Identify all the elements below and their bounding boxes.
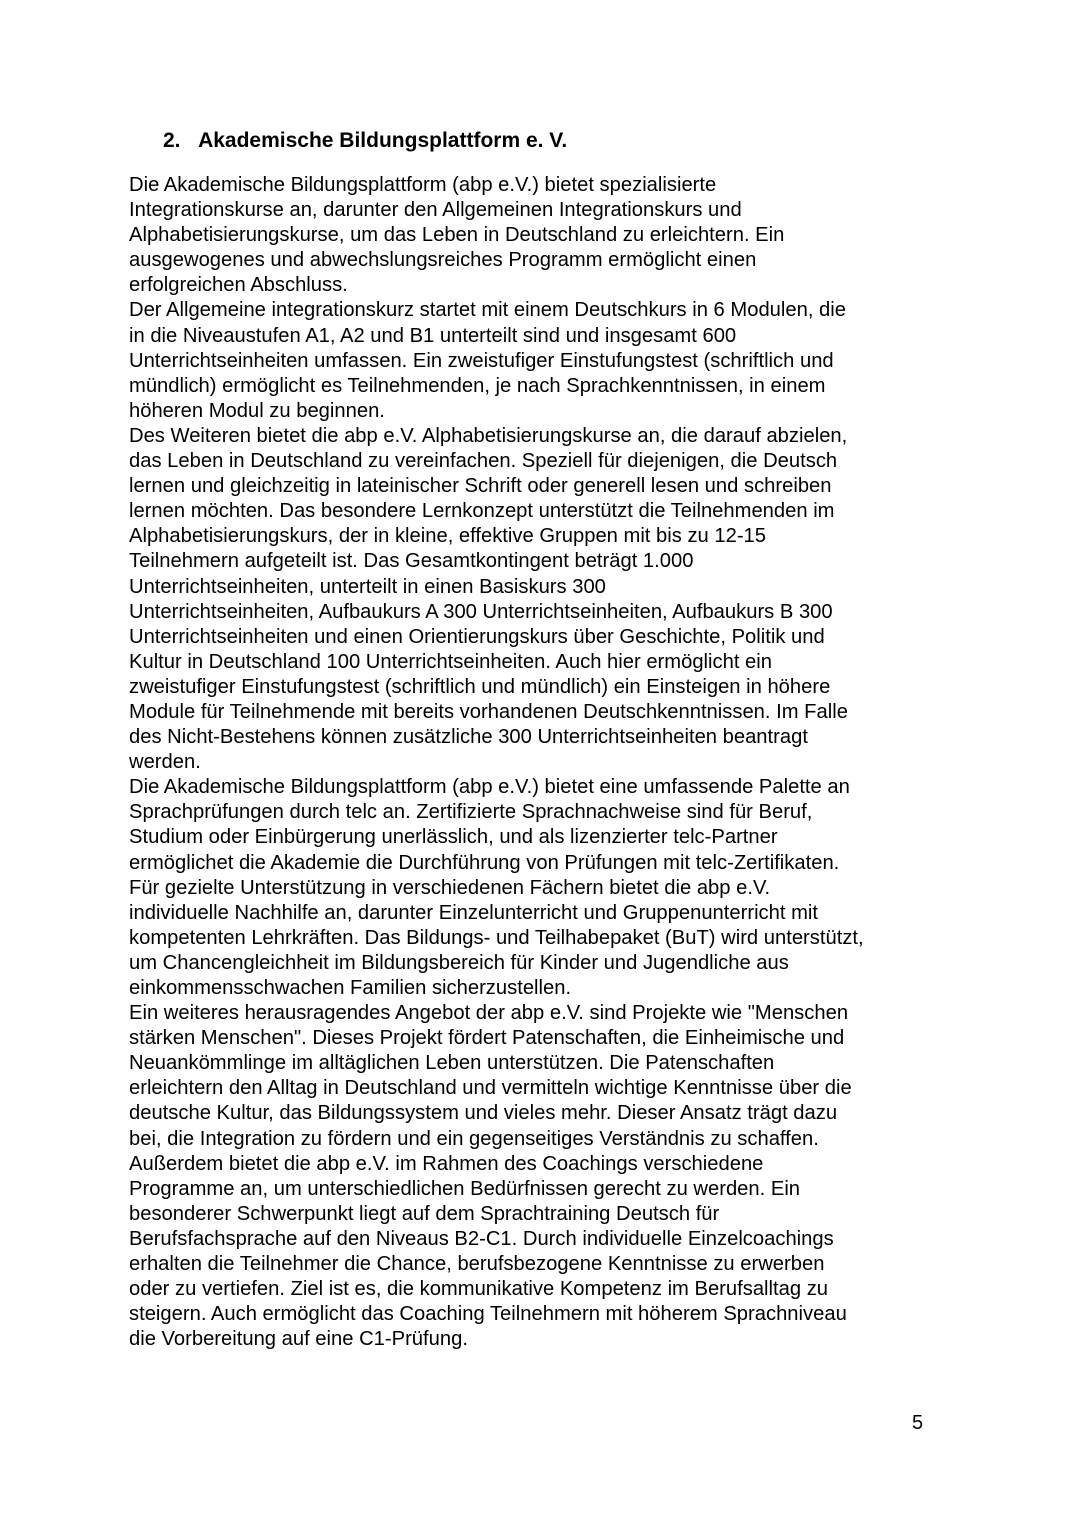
page-number: 5	[912, 1412, 924, 1434]
text-line: Teilnehmern aufgeteilt ist. Das Gesamtkontingent beträgt 1.000	[129, 550, 694, 573]
text-line: Die Akademische Bildungsplattform (abp e.V.) bietet eine umfassende Palette an	[129, 776, 850, 799]
text-line: des Nicht-Bestehens können zusätzliche 300 Unterrichtseinheiten beantragt	[129, 726, 808, 749]
text-line: kompetenten Lehrkräften. Das Bildungs- und Teilhabepaket (BuT) wird unterstützt,	[129, 926, 864, 949]
text-line: erfolgreichen Abschluss.	[129, 274, 348, 297]
text-line: um Chancengleichheit im Bildungsbereich für Kinder und Jugendliche aus	[129, 951, 789, 974]
text-line: Unterrichtseinheiten, unterteilt in einen Basiskurs 300	[129, 575, 606, 598]
text-line: Der Allgemeine integrationskurz startet mit einem Deutschkurs in 6 Modulen, die	[129, 299, 846, 322]
text-line: stärken Menschen". Dieses Projekt fördert Patenschaften, die Einheimische und	[129, 1027, 845, 1050]
text-line: lernen und gleichzeitig in lateinischer Schrift oder generell lesen und schreiben	[129, 475, 832, 498]
text-line: Unterrichtseinheiten, Aufbaukurs A 300 Unterrichtseinheiten, Aufbaukurs B 300	[129, 600, 833, 623]
text-line: bei, die Integration zu fördern und ein gegenseitiges Verständnis zu schaffen.	[129, 1127, 819, 1150]
text-line: Module für Teilnehmende mit bereits vorhandenen Deutschkenntnissen. Im Falle	[129, 700, 848, 723]
text-line: Programme an, um unterschiedlichen Bedürfnissen gerecht zu werden. Ein	[129, 1177, 801, 1200]
text-line: Berufsfachsprache auf den Niveaus B2-C1. Durch individuelle Einzelcoachings	[129, 1227, 834, 1250]
text-line: oder zu vertiefen. Ziel ist es, die kommunikative Kompetenz im Berufsalltag zu	[129, 1278, 829, 1301]
text-line: Alphabetisierungskurs, der in kleine, effektive Gruppen mit bis zu 12-15	[129, 525, 767, 548]
section-heading	[163, 127, 567, 155]
body-text	[129, 173, 949, 1378]
text-line: Die Akademische Bildungsplattform (abp e.V.) bietet spezialisierte	[129, 174, 717, 196]
text-line: besonderer Schwerpunkt liegt auf dem Sprachtraining Deutsch für	[129, 1202, 720, 1225]
text-line: mündlich) ermöglicht es Teilnehmenden, je nach Sprachkenntnissen, in einem	[129, 374, 826, 397]
text-line: zweistufiger Einstufungstest (schriftlich und mündlich) ein Einsteigen in höhere	[129, 675, 831, 698]
text-line: Außerdem bietet die abp e.V. im Rahmen des Coachings verschiedene	[129, 1152, 764, 1175]
text-line: werden.	[129, 751, 201, 774]
section-title: Akademische Bildungsplattform e. V.	[198, 129, 568, 152]
text-line	[129, 1352, 949, 1377]
text-line: individuelle Nachhilfe an, darunter Einzelunterricht und Gruppenunterricht mit	[129, 901, 818, 924]
text-line: Sprachprüfungen durch telc an. Zertifizierte Sprachnachweise sind für Beruf,	[129, 801, 813, 824]
text-line: das Leben in Deutschland zu vereinfachen. Speziell für diejenigen, die Deutsch	[129, 450, 838, 473]
text-line: Des Weiteren bietet die abp e.V. Alphabetisierungskurse an, die darauf abzielen,	[129, 424, 848, 447]
text-line: in die Niveaustufen A1, A2 und B1 unterteilt sind und insgesamt 600	[129, 324, 737, 347]
text-line: höheren Modul zu beginnen.	[129, 399, 385, 422]
text-line: ausgewogenes und abwechslungsreiches Programm ermöglicht einen	[129, 249, 757, 272]
text-line: deutsche Kultur, das Bildungssystem und vieles mehr. Dieser Ansatz trägt dazu	[129, 1102, 838, 1125]
text-line: Für gezielte Unterstützung in verschiedenen Fächern bietet die abp e.V.	[129, 876, 771, 899]
text-line: die Vorbereitung auf eine C1-Prüfung.	[129, 1328, 468, 1351]
text-line: Studium oder Einbürgerung unerlässlich, und als lizenzierter telc-Partner	[129, 826, 778, 849]
text-line: Unterrichtseinheiten und einen Orientierungskurs über Geschichte, Politik und	[129, 625, 825, 648]
text-line: ermöglichet die Akademie die Durchführung von Prüfungen mit telc-Zertifikaten.	[129, 851, 840, 874]
text-line: erhalten die Teilnehmer die Chance, berufsbezogene Kenntnisse zu erwerben	[129, 1253, 825, 1276]
text-line: Kultur in Deutschland 100 Unterrichtseinheiten. Auch hier ermöglicht ein	[129, 650, 772, 673]
section-number: 2.	[163, 129, 181, 152]
text-line: Alphabetisierungskurse, um das Leben in Deutschland zu erleichtern. Ein	[129, 224, 785, 247]
text-line: Unterrichtseinheiten umfassen. Ein zweistufiger Einstufungstest (schriftlich und	[129, 349, 834, 372]
text-line: Neuankömmlinge im alltäglichen Leben unterstützen. Die Patenschaften	[129, 1052, 775, 1075]
text-line: steigern. Auch ermöglicht das Coaching Teilnehmern mit höherem Sprachniveau	[129, 1303, 847, 1326]
text-line: erleichtern den Alltag in Deutschland und vermitteln wichtige Kenntnisse über die	[129, 1077, 852, 1100]
text-line: Integrationskurse an, darunter den Allgemeinen Integrationskurs und	[129, 199, 742, 222]
text-line: einkommensschwachen Familien sicherzustellen.	[129, 977, 572, 999]
text-line: Ein weiteres herausragendes Angebot der abp e.V. sind Projekte wie "Menschen	[129, 1002, 849, 1025]
text-line: lernen möchten. Das besondere Lernkonzept unterstützt die Teilnehmenden im	[129, 500, 835, 523]
